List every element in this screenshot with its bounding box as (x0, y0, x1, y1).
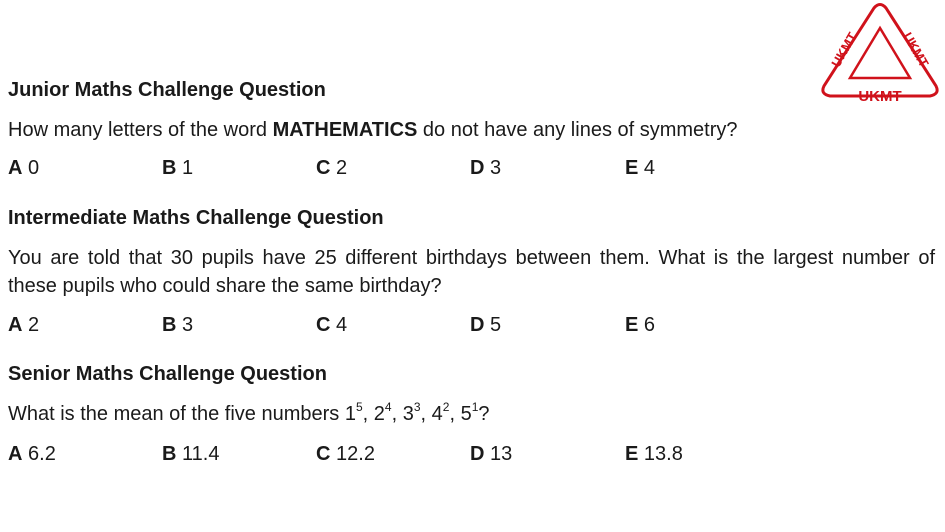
option-b: B 3 (162, 314, 194, 336)
logo-text-bottom: UKMT (858, 88, 902, 105)
power-term: $3^3$ (402, 400, 421, 425)
intermediate-options (8, 311, 935, 339)
senior-question: What is the mean of the five numbers $1^5$, $2^4$, $3^3$, $4^2$, $5^1$? (8, 400, 490, 425)
junior-question-word: MATHEMATICS (272, 119, 418, 141)
power-term: $4^2$ (431, 400, 450, 425)
intermediate-heading: Intermediate Maths Challenge Question (8, 207, 384, 229)
option-c: C 12.2 (316, 443, 375, 465)
senior-heading: Senior Maths Challenge Question (8, 363, 327, 385)
option-b: B 11.4 (162, 443, 220, 465)
option-b: B 1 (162, 157, 194, 179)
senior-section (8, 362, 935, 468)
option-e: E 6 (625, 314, 656, 336)
option-d: D 3 (470, 157, 502, 179)
option-d: D 5 (470, 314, 502, 336)
option-d: D 13 (470, 443, 513, 465)
intermediate-section (8, 206, 935, 339)
junior-question: How many letters of the word MATHEMATICS do not have any lines of symmetry? (8, 119, 738, 141)
logo-text-left: UKMT (828, 29, 860, 70)
junior-section (8, 78, 935, 182)
senior-options (8, 440, 935, 468)
junior-heading: Junior Maths Challenge Question (8, 79, 326, 101)
power-term: $5^1$ (460, 400, 479, 425)
option-a: A 6.2 (8, 443, 56, 465)
option-c: C 4 (316, 314, 348, 336)
option-a: A 0 (8, 157, 40, 179)
option-e: E 4 (625, 157, 656, 179)
intermediate-question: You are told that 30 pupils have 25 different birthdays between them. What is the largest number of these pupils who could share the same birthday? (8, 247, 935, 297)
power-term: $2^4$ (373, 400, 392, 425)
option-c: C 2 (316, 157, 348, 179)
option-a: A 2 (8, 314, 40, 336)
junior-options (8, 154, 935, 182)
option-e: E 13.8 (625, 443, 683, 465)
logo-text-right: UKMT (900, 29, 932, 70)
power-term: $1^5$ (344, 400, 363, 425)
